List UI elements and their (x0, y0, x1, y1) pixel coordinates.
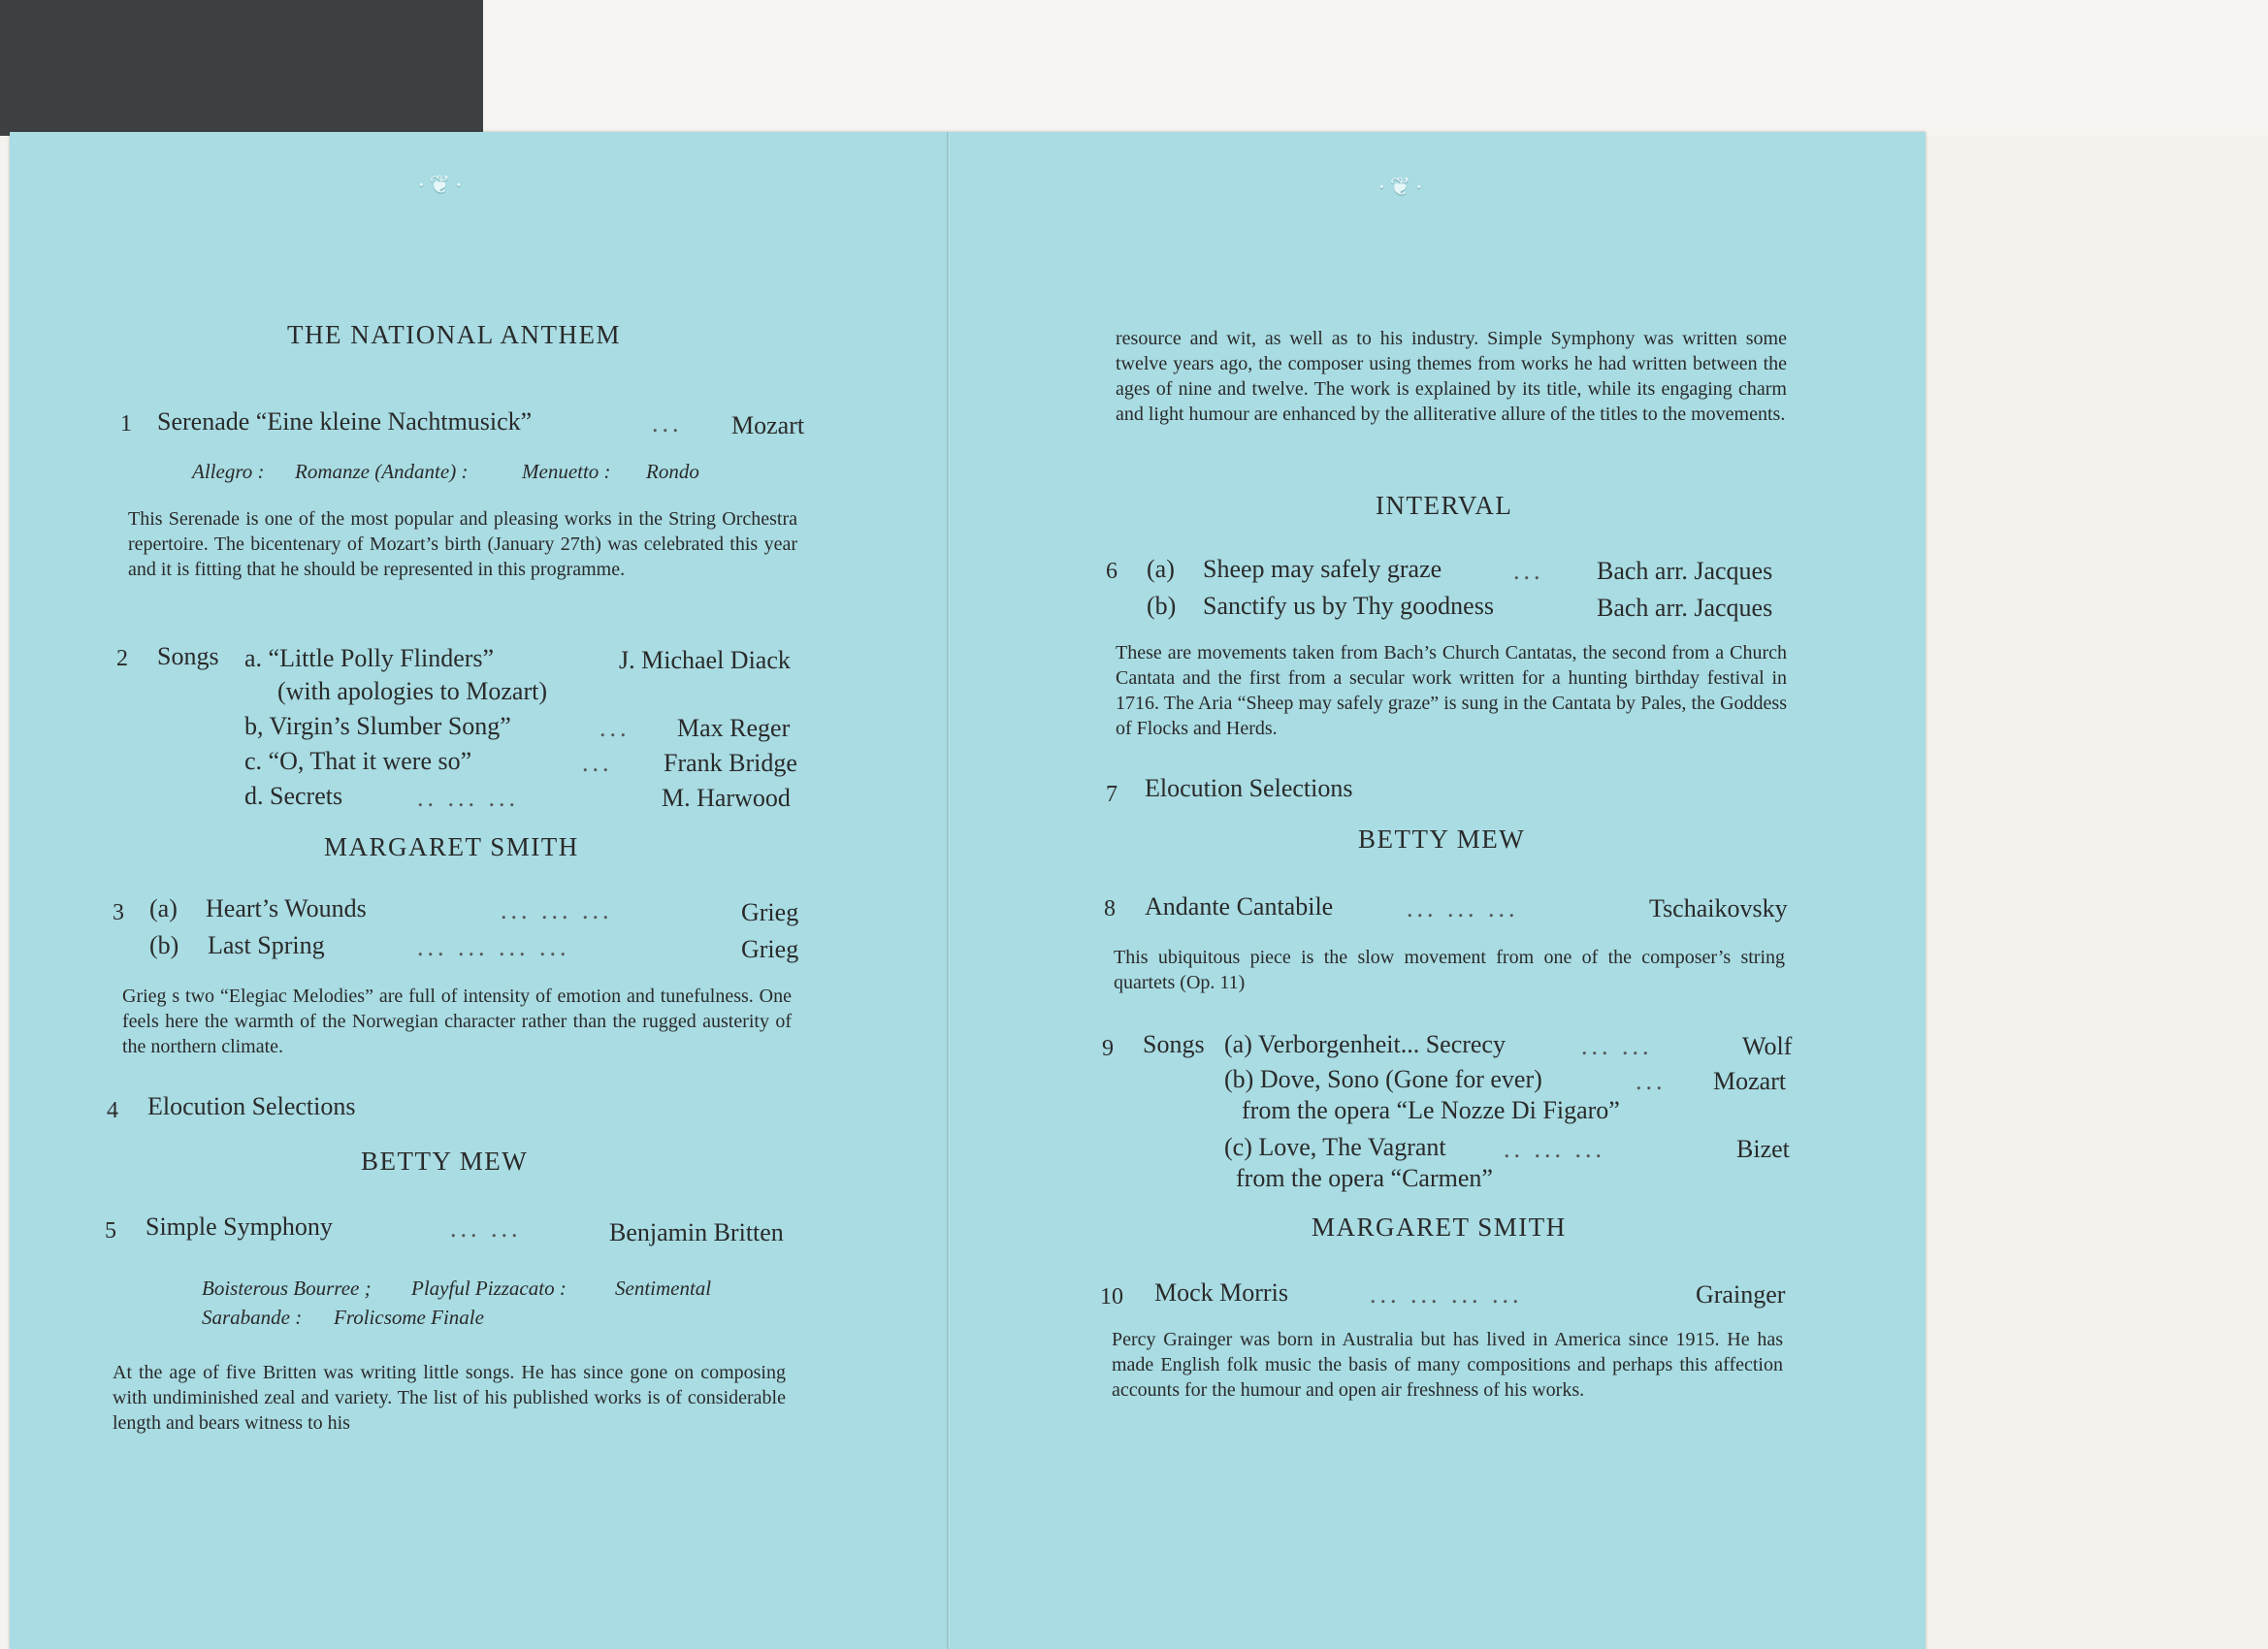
item-2-label: Songs (157, 642, 219, 670)
song-title: c. “O, That it were so” (244, 747, 472, 775)
item-7-number: 7 (1106, 782, 1118, 807)
item-1-movement: Allegro : (192, 460, 265, 483)
item-1-movement: Menuetto : (522, 460, 611, 483)
song-note: (with apologies to Mozart) (277, 677, 547, 705)
song-title: b, Virgin’s Slumber Song” (244, 712, 511, 740)
national-anthem-heading: THE NATIONAL ANTHEM (287, 320, 621, 349)
song-title: d. Secrets (244, 782, 343, 810)
performer-name: MARGARET SMITH (1312, 1212, 1567, 1242)
song-label: (b) (149, 931, 179, 959)
item-1-title: Serenade “Eine kleine Nachtmusick” (157, 407, 533, 436)
performer-name: BETTY MEW (361, 1147, 529, 1176)
performer-name: BETTY MEW (1358, 824, 1526, 854)
song-composer: Max Reger (677, 714, 791, 742)
item-4-number: 4 (107, 1098, 118, 1123)
background-right (1926, 136, 2268, 1649)
item-5-title: Simple Symphony (146, 1212, 333, 1241)
song-title: Heart’s Wounds (206, 894, 367, 922)
item-5-movement: Playful Pizzacato : (411, 1277, 567, 1300)
page-fold (947, 132, 950, 1649)
song-label: (a) (149, 894, 178, 922)
song-composer: M. Harwood (662, 784, 791, 812)
item-1-dots: ... (652, 409, 683, 437)
song-title: (a) Verborgenheit... Secrecy (1224, 1030, 1506, 1058)
item-9-label: Songs (1143, 1030, 1205, 1058)
song-title: a. “Little Polly Flinders” (244, 644, 495, 672)
item-5-movement: Sarabande : (202, 1306, 303, 1329)
item-5-description-continued: resource and wit, as well as to his industry. Simple Symphony was written some twelve years ago, the composer using themes from works he had written between the ages of nine and twelve. The work is explained by its title, while its engaging charm and light humour are enhanced by the alliterative allure of the titles to the movements. (1116, 328, 1787, 425)
item-1-movement: Romanze (Andante) : (295, 460, 469, 483)
performer-name: MARGARET SMITH (324, 832, 579, 861)
item-8-title: Andante Cantabile (1145, 892, 1334, 921)
song-title: Sanctify us by Thy goodness (1203, 592, 1494, 620)
item-1-description: This Serenade is one of the most popular and pleasing works in the String Orchestra repertoire. The bicentenary of Mozart’s birth (January 27th) was celebrated this year and it is fitting that he should be represented in this programme. (128, 508, 797, 580)
song-composer: Mozart (1713, 1067, 1787, 1095)
item-6-description: These are movements taken from Bach’s Church Cantatas, the second from a Church Cantata and the first from a secular work written for a hunting birthday festival in 1716. The Aria “Sheep may safely graze” is sung in the Cantata by Pales, the Goddess of Flocks and Herds. (1116, 642, 1787, 739)
song-dots: ... ... ... ... (417, 933, 570, 961)
song-composer: J. Michael Diack (619, 646, 791, 674)
song-dots: ... ... ... (501, 896, 613, 924)
item-5-number: 5 (105, 1218, 116, 1244)
song-source: from the opera “Carmen” (1236, 1164, 1493, 1192)
item-8-description: This ubiquitous piece is the slow movement from one of the composer’s string quartets (Op. 11) (1114, 947, 1785, 993)
item-10-dots: ... ... ... ... (1370, 1280, 1523, 1309)
item-10-number: 10 (1100, 1284, 1123, 1310)
item-8-number: 8 (1104, 896, 1116, 922)
song-composer: Frank Bridge (664, 749, 797, 777)
song-dots: ... (1513, 557, 1544, 585)
emboss-right-icon: ·❦· (1377, 173, 1428, 201)
song-composer: Grieg (741, 935, 799, 963)
item-7-title: Elocution Selections (1145, 774, 1353, 802)
item-6-number: 6 (1106, 559, 1118, 584)
item-3-number: 3 (113, 900, 124, 925)
song-dots: ... (582, 749, 613, 777)
item-5-composer: Benjamin Britten (609, 1218, 784, 1246)
song-dots: ... (1636, 1067, 1667, 1095)
item-10-composer: Grainger (1696, 1280, 1786, 1309)
song-title: Last Spring (208, 931, 325, 959)
song-composer: Wolf (1742, 1032, 1793, 1060)
background-dark-top (0, 0, 483, 136)
song-title: Sheep may safely graze (1203, 555, 1442, 583)
interval-heading: INTERVAL (1376, 491, 1513, 520)
item-5-dots: ... ... (450, 1214, 522, 1243)
item-9-number: 9 (1102, 1036, 1114, 1061)
song-composer: Grieg (741, 898, 799, 926)
song-composer: Bach arr. Jacques (1597, 557, 1773, 585)
song-composer: Bach arr. Jacques (1597, 594, 1773, 622)
item-8-dots: ... ... ... (1407, 894, 1519, 922)
song-dots: .. ... ... (1504, 1135, 1605, 1163)
song-composer: Bizet (1736, 1135, 1790, 1163)
song-label: (b) (1147, 592, 1177, 620)
song-dots: .. ... ... (417, 784, 519, 812)
item-1-number: 1 (120, 411, 132, 436)
item-3-description: Grieg s two “Elegiac Melodies” are full of intensity of emotion and tunefulness. One feels here the warmth of the Norwegian character rather than the rugged austerity of the northern climate. (122, 986, 792, 1057)
item-10-title: Mock Morris (1154, 1278, 1288, 1307)
song-title: (b) Dove, Sono (Gone for ever) (1224, 1065, 1542, 1093)
song-dots: ... (599, 714, 631, 742)
background-light-top (483, 0, 2268, 136)
song-source: from the opera “Le Nozze Di Figaro” (1242, 1096, 1620, 1124)
item-2-number: 2 (116, 646, 128, 671)
song-title: (c) Love, The Vagrant (1224, 1133, 1446, 1161)
item-8-composer: Tschaikovsky (1649, 894, 1788, 922)
song-label: (a) (1147, 555, 1175, 583)
item-5-movement: Frolicsome Finale (334, 1306, 484, 1329)
item-1-composer: Mozart (731, 411, 805, 439)
emboss-left-icon: ·❦· (417, 171, 468, 199)
song-dots: ... ... (1581, 1032, 1653, 1060)
item-1-movement: Rondo (646, 460, 699, 483)
item-4-title: Elocution Selections (147, 1092, 356, 1120)
item-10-description: Percy Grainger was born in Australia but has lived in America since 1915. He has made English folk music the basis of many compositions and perhaps this affection accounts for the humour and open air freshness of his works. (1112, 1329, 1783, 1401)
item-5-description: At the age of five Britten was writing little songs. He has since gone on composing with undiminished zeal and variety. The list of his published works is of considerable length and bears witness to his (113, 1362, 786, 1434)
item-5-movement: Sentimental (615, 1277, 712, 1300)
item-5-movement: Boisterous Bourree ; (202, 1277, 372, 1300)
